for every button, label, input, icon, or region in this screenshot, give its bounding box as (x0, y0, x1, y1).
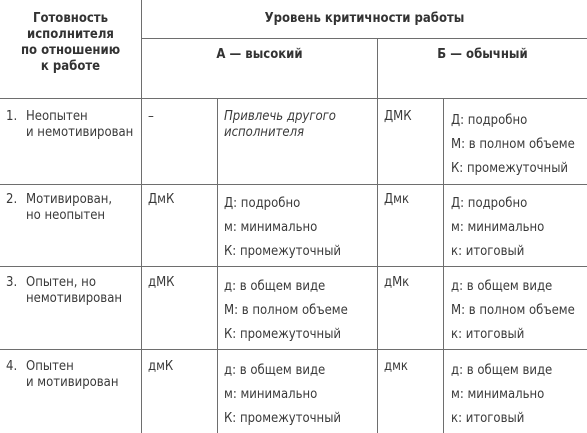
divider-header-bottom (0, 98, 587, 99)
header-criticality: Уровень критичности работы (264, 11, 465, 26)
divider-row3 (0, 349, 587, 350)
a-details: Д: подробно м: минимально К: промежуточный (224, 196, 342, 259)
b-code: ДМК (384, 109, 412, 124)
a-code: дМК (148, 275, 175, 290)
a-code: ДмК (148, 192, 175, 207)
a-details: д: в общем виде М: в полном объеме К: промежуточный (224, 279, 348, 342)
header-readiness: Готовность исполнителя по отношению к работе (20, 11, 121, 74)
b-details: Д: подробно М: в полном объеме К: промежуточный (451, 113, 575, 176)
a-details: д: в общем виде м: минимально К: промежуточный (224, 363, 342, 426)
header-level-b: Б — обычный (437, 47, 528, 62)
divider-col1 (141, 0, 142, 433)
a-code: дмК (148, 359, 174, 374)
divider-row1 (0, 184, 587, 185)
row-description: Мотивирован, но неопытен (26, 192, 113, 223)
row-number: 2. (6, 192, 18, 207)
row-description: Опытен и мотивирован (26, 359, 119, 390)
header-level-a: А — высокий (216, 47, 303, 62)
b-code: Дмк (384, 192, 410, 207)
b-details: д: в общем виде м: минимально к: итоговый (451, 363, 553, 426)
b-code: дМк (384, 275, 410, 290)
divider-header-sub (141, 38, 587, 39)
divider-row2 (0, 266, 587, 267)
a-code: – (148, 109, 154, 124)
row-number: 1. (6, 109, 18, 124)
b-code: дмк (384, 359, 408, 374)
a-details: Привлечь другого исполнителя (224, 109, 336, 140)
row-number: 4. (6, 359, 18, 374)
row-description: Неопытен и немотивирован (26, 109, 134, 140)
b-details: Д: подробно м: минимально к: итоговый (451, 196, 545, 259)
row-number: 3. (6, 275, 18, 290)
row-description: Опытен, но немотивирован (26, 275, 123, 306)
b-details: д: в общем виде М: в полном объеме к: итоговый (451, 279, 575, 342)
